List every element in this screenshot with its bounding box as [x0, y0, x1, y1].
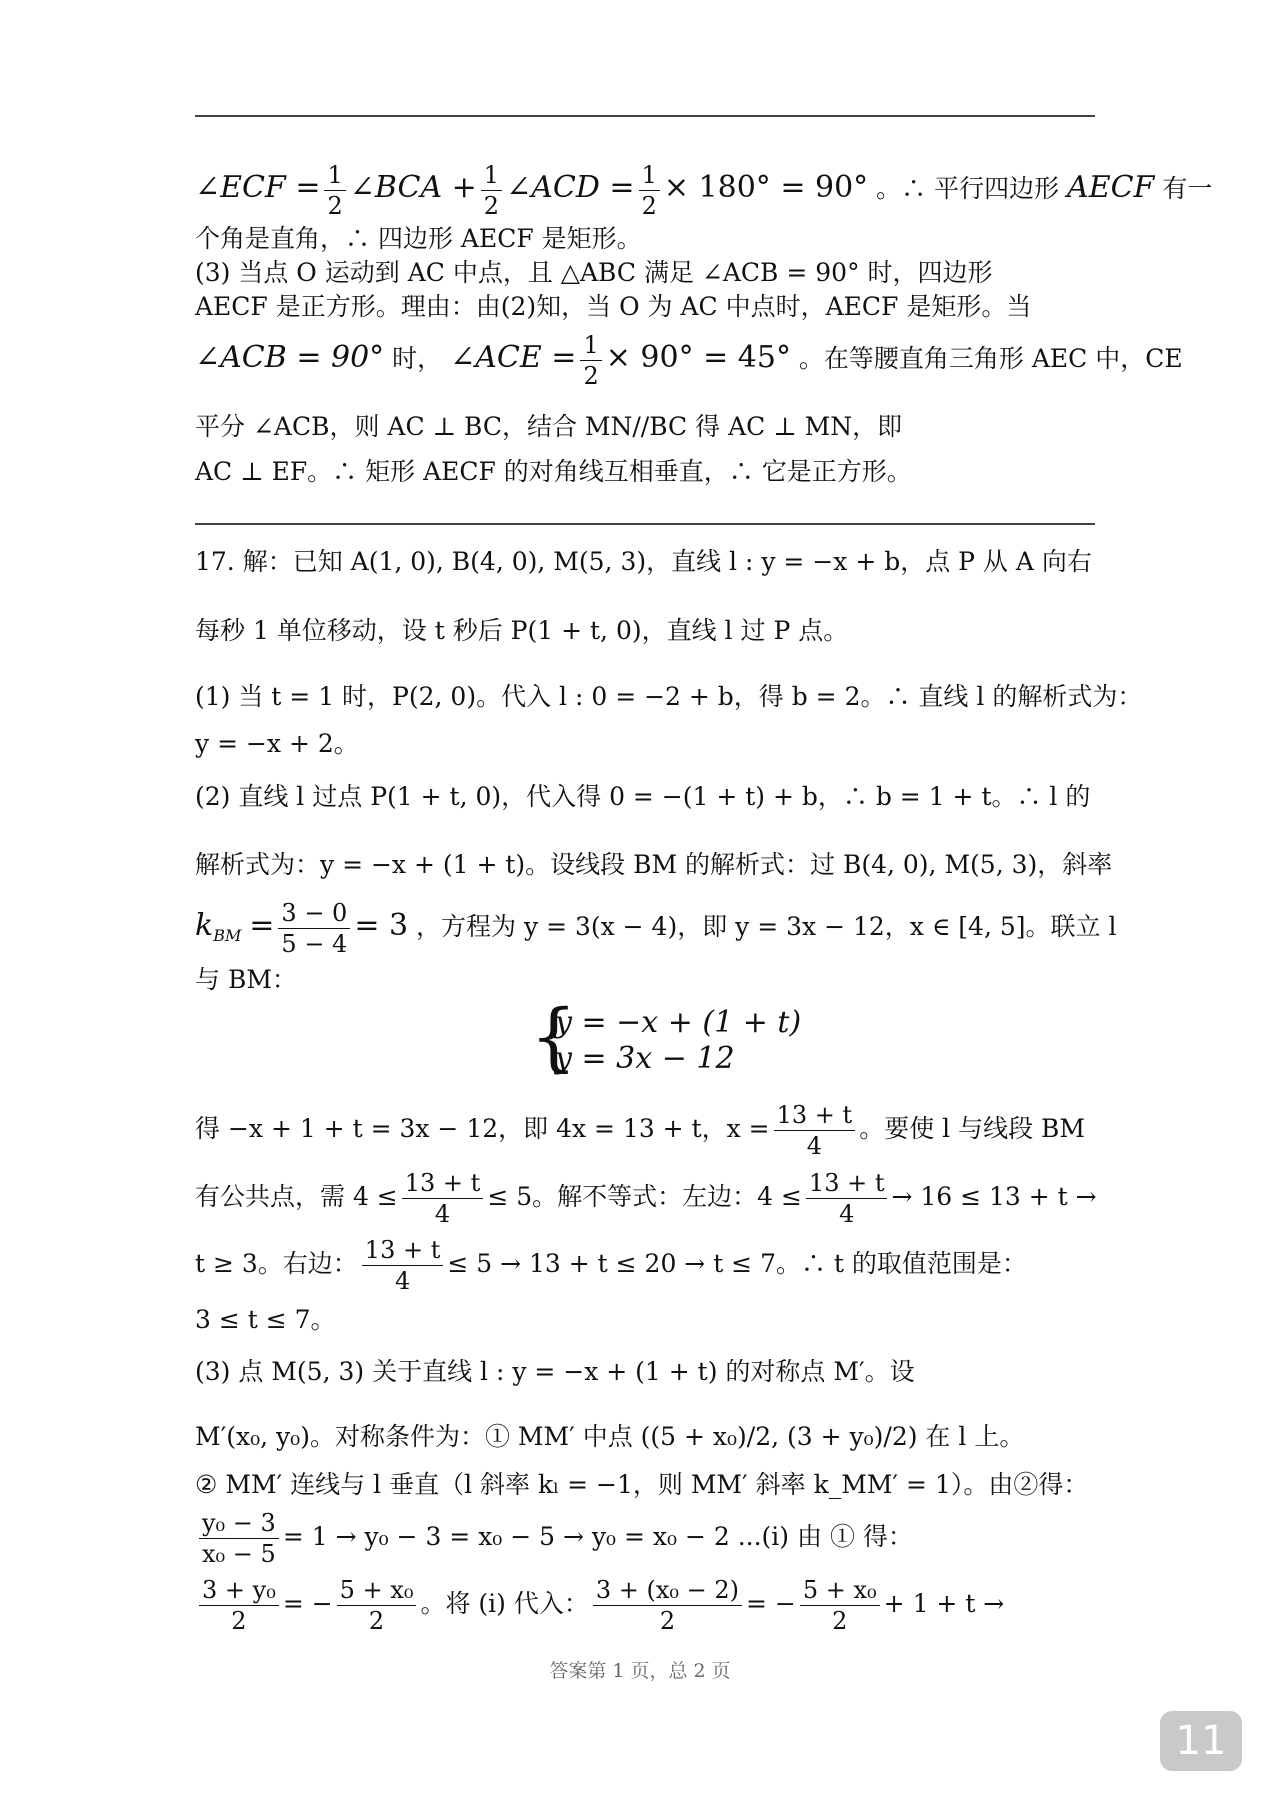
fraction [774, 1100, 856, 1161]
s17-line11 [195, 1235, 1095, 1296]
numerator: 13 + t [774, 1100, 856, 1131]
fraction [337, 1575, 417, 1636]
text: = − [282, 1589, 333, 1618]
s17-line16 [195, 1508, 1095, 1569]
denominator: 2 [368, 1607, 385, 1635]
text: 。将 (i) 代入： [420, 1589, 589, 1618]
text: t ≥ 3。右边： [195, 1249, 358, 1278]
s16-line5 [195, 330, 1183, 391]
fraction [324, 160, 345, 221]
numerator: 13 + t [806, 1168, 888, 1199]
denominator: 4 [839, 1200, 855, 1228]
brace: { [530, 994, 578, 1080]
s16-line6: 平分 ∠ACB，则 AC ⊥ BC，结合 MN//BC 得 AC ⊥ MN，即 [195, 412, 903, 441]
text: 有一 [1162, 174, 1213, 203]
text: = 1 → y₀ − 3 = x₀ − 5 → y₀ = x₀ − 2 ...(i) 由 ① 得： [282, 1522, 913, 1551]
numerator: 3 + (x₀ − 2) [593, 1575, 742, 1606]
s17-line1: 17. 解：已知 A(1, 0), B(4, 0), M(5, 3)，直线 l : y = −x + b，点 P 从 A 向右 [195, 547, 1092, 576]
numerator: y₀ − 3 [199, 1508, 279, 1539]
s17-line5: (2) 直线 l 过点 P(1 + t, 0)，代入得 0 = −(1 + t) + b，∴ b = 1 + t。∴ l 的 [195, 782, 1091, 811]
denominator: 4 [806, 1132, 823, 1160]
fraction [278, 898, 350, 959]
s17-line15: ② MM′ 连线与 l 垂直（l 斜率 kₗ = −1，则 MM′ 斜率 k_MM′ = 1）。由②得： [195, 1470, 1089, 1499]
fraction [402, 1168, 484, 1229]
s16-line2: 个角是直角，∴ 四边形 AECF 是矩形。 [195, 224, 642, 253]
fraction [806, 1168, 888, 1229]
numerator: 3 − 0 [278, 898, 350, 929]
numerator: 1 [481, 160, 502, 191]
math: × 180° = 90° [663, 170, 869, 205]
fraction [199, 1508, 279, 1569]
fraction [580, 330, 601, 391]
s17-line12: 3 ≤ t ≤ 7。 [195, 1305, 336, 1334]
page-footer: 答案第 1 页，总 2 页 [549, 1660, 731, 1682]
denominator: 2 [327, 192, 343, 220]
s17-line8: 与 BM： [195, 965, 297, 994]
text: → 16 ≤ 13 + t → [891, 1182, 1097, 1211]
numerator: 1 [639, 160, 660, 191]
numerator: 13 + t [402, 1168, 484, 1199]
equation-system [555, 1005, 801, 1077]
s16-line3: (3) 当点 O 运动到 AC 中点，且 △ABC 满足 ∠ACB = 90° 时，四边形 [195, 258, 993, 287]
numerator: 5 + x₀ [800, 1575, 880, 1606]
text: ，方程为 y = 3(x − 4)，即 y = 3x − 12，x ∈ [4, 5]。联立 l [416, 912, 1117, 941]
math: × 90° = 45° [605, 340, 791, 375]
s17-line10 [195, 1168, 1095, 1229]
denominator: 5 − 4 [281, 930, 348, 958]
math: ∠BCA + [349, 170, 477, 205]
text: 得 −x + 1 + t = 3x − 12，即 4x = 13 + t，x = [195, 1114, 770, 1143]
s17-line3: (1) 当 t = 1 时，P(2, 0)。代入 l : 0 = −2 + b，得 b = 2。∴ 直线 l 的解析式为： [195, 682, 1143, 711]
equation: y = 3x − 12 [555, 1041, 735, 1076]
denominator: 2 [641, 192, 657, 220]
denominator: 2 [231, 1607, 247, 1635]
math: ∠ACE = [450, 340, 577, 375]
fraction [362, 1235, 444, 1296]
denominator: 2 [483, 192, 500, 220]
denominator: x₀ − 5 [202, 1540, 276, 1568]
denominator: 2 [659, 1607, 676, 1635]
s17-line17 [195, 1575, 1095, 1636]
numerator: 5 + x₀ [337, 1575, 417, 1606]
text: ≤ 5。解不等式：左边：4 ≤ [487, 1182, 802, 1211]
text: + 1 + t → [883, 1589, 1005, 1618]
text: = − [746, 1589, 796, 1618]
s17-line9 [195, 1100, 1095, 1161]
numerator: 1 [324, 160, 345, 191]
math: = [249, 908, 275, 943]
denominator: 4 [394, 1267, 411, 1295]
text: 有公共点，需 4 ≤ [195, 1182, 398, 1211]
text: ≤ 5 → 13 + t ≤ 20 → t ≤ 7。∴ t 的取值范围是： [447, 1249, 1027, 1278]
math: = 3 [354, 908, 409, 943]
numerator: 3 + y₀ [199, 1575, 279, 1606]
math: k [195, 908, 214, 943]
fraction [199, 1575, 279, 1636]
denominator: 2 [583, 362, 599, 390]
fraction [639, 160, 660, 221]
s17-line2: 每秒 1 单位移动，设 t 秒后 P(1 + t, 0)，直线 l 过 P 点。 [195, 616, 849, 645]
denominator: 2 [832, 1607, 848, 1635]
s16-line7: AC ⊥ EF。∴ 矩形 AECF 的对角线互相垂直，∴ 它是正方形。 [195, 457, 912, 486]
text: 。要使 l 与线段 BM [859, 1114, 1085, 1143]
s17-line7 [195, 898, 1117, 959]
numerator: 1 [580, 330, 601, 361]
math: ∠ACD = [506, 170, 635, 205]
fraction [800, 1575, 880, 1636]
numerator: 13 + t [362, 1235, 444, 1266]
math: AECF [1067, 170, 1155, 205]
s16-line4: AECF 是正方形。理由：由(2)知，当 O 为 AC 中点时，AECF 是矩形。当 [195, 292, 1032, 321]
s17-line4: y = −x + 2。 [195, 729, 359, 758]
fraction [481, 160, 502, 221]
equation: y = −x + (1 + t) [555, 1005, 802, 1040]
page-number-badge[interactable]: 11 [1160, 1711, 1242, 1771]
math: ∠ACB = 90° [195, 340, 385, 375]
s17-line13: (3) 点 M(5, 3) 关于直线 l : y = −x + (1 + t) 的对称点 M′。设 [195, 1357, 915, 1386]
text: 时， [392, 344, 443, 373]
top-divider [195, 115, 1095, 117]
s16-line1 [195, 160, 1213, 221]
text: 。∴ 平行四边形 [876, 174, 1060, 203]
section-divider [195, 523, 1095, 525]
fraction [593, 1575, 742, 1636]
s17-line14: M′(x₀, y₀)。对称条件为：① MM′ 中点 ((5 + x₀)/2, (3 + y₀)/2) 在 l 上。 [195, 1422, 1025, 1451]
text: 。在等腰直角三角形 AEC 中，CE [798, 344, 1183, 373]
subscript: BM [213, 926, 242, 945]
denominator: 4 [434, 1200, 451, 1228]
s17-line6: 解析式为：y = −x + (1 + t)。设线段 BM 的解析式：过 B(4, 0), M(5, 3)，斜率 [195, 850, 1113, 879]
math: ∠ECF = [195, 170, 321, 205]
